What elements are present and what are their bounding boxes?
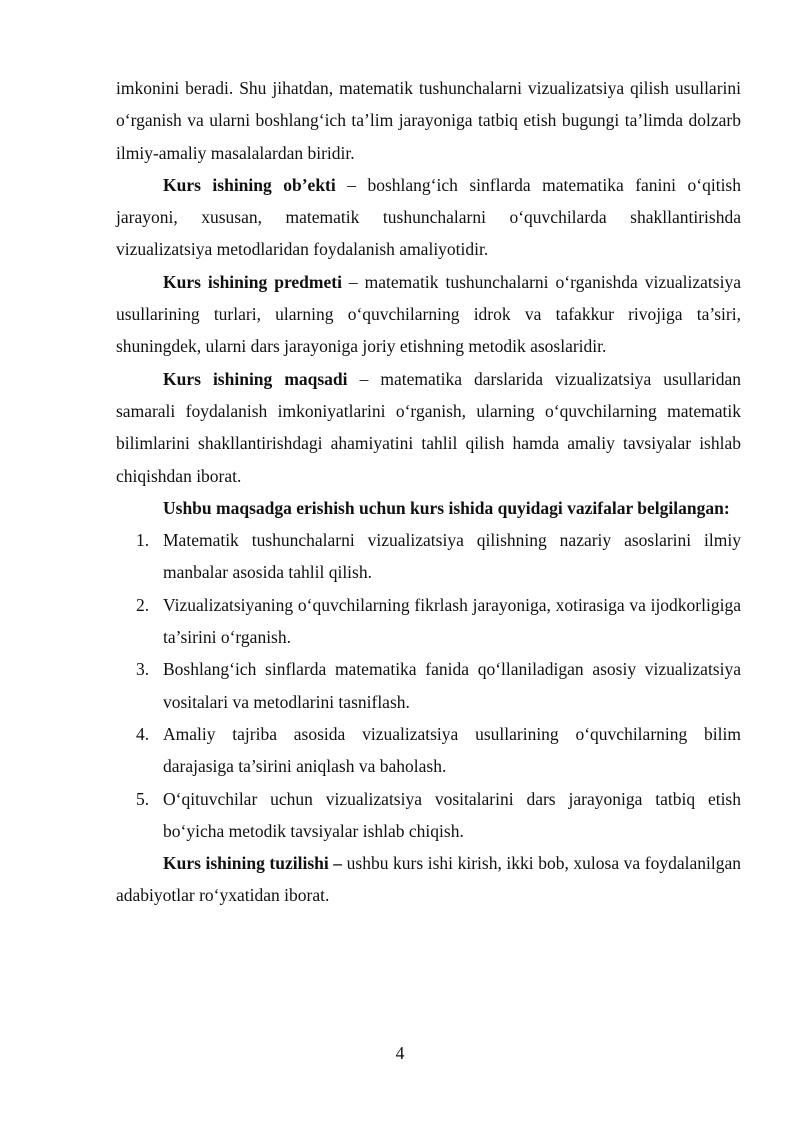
goal-paragraph <box>116 363 741 492</box>
goal-text: – matematika darslarida vizualizatsiya usullaridan samarali foydalanish imkoniyatlarini o‘rganish, ularning o‘quvchilarning matematik bilimlarini shakllantirishdagi ahamiyatini tahlil qilish hamda amaliy tavsiyalar ishlab chiqishdan iborat. <box>116 368 742 486</box>
list-item-text: Vizualizatsiyaning o‘quvchilarning fikrlash jarayoniga, xotirasiga va ijodkorligiga ta’sirini o‘rganish. <box>163 594 741 648</box>
list-item <box>116 589 741 654</box>
structure-paragraph <box>116 847 741 912</box>
list-item-number: 3. <box>136 659 150 680</box>
list-item <box>116 653 741 718</box>
list-item-number: 2. <box>136 594 150 615</box>
structure-text: ushbu kurs ishi kirish, ikki bob, xulosa va foydalanilgan adabiyotlar ro‘yxatidan iborat. <box>116 853 741 906</box>
object-title: Kurs ishining ob’ekti <box>163 174 336 195</box>
list-item-text: Matematik tushunchalarni vizualizatsiya qilishning nazariy asoslarini ilmiy manbalar asosida tahlil qilish. <box>163 530 741 583</box>
object-text: – boshlang‘ich sinflarda matematika fanini o‘qitish jarayoni, xususan, matematik tushunchalarni o‘quvchilarda shakllantirishda vizualizatsiya metodlaridan foydalanish amaliyotidir. <box>116 174 741 260</box>
list-item-text: Amaliy tajriba asosida vizualizatsiya usullarining o‘quvchilarning bilim darajasiga ta’sirini aniqlash va baholash. <box>163 723 741 777</box>
list-item-number: 5. <box>136 788 150 809</box>
intro-paragraph: imkonini beradi. Shu jihatdan, matematik tushunchalarni vizualizatsiya qilish usullarini o‘rganish va ularni boshlang‘ich ta’lim jarayoniga tatbiq etish bugungi ta’limda dolzarb ilmiy-amaliy masalalardan biridir. <box>116 78 741 163</box>
list-item <box>116 783 741 848</box>
list-item-text: O‘qituvchilar uchun vizualizatsiya vositalarini dars jarayoniga tatbiq etish bo‘yicha metodik tavsiyalar ishlab chiqish. <box>163 788 741 841</box>
structure-title: Kurs ishining tuzilishi – <box>163 853 343 874</box>
list-item-text: Boshlang‘ich sinflarda matematika fanida qo‘llaniladigan asosiy vizualizatsiya vositalari va metodlarini tasniflash. <box>163 659 741 712</box>
list-item <box>116 524 741 589</box>
list-item-number: 1. <box>136 530 150 551</box>
subject-paragraph <box>116 266 741 363</box>
tasks-heading: Ushbu maqsadga erishish uchun kurs ishida quyidagi vazifalar belgilangan: <box>163 497 730 518</box>
subject-title: Kurs ishining predmeti <box>163 271 342 292</box>
list-item <box>116 718 741 783</box>
subject-text: – matematik tushunchalarni o‘rganishda vizualizatsiya usullarining turlari, ularning o‘quvchilarning idrok va tafakkur rivojiga ta’siri, shuningdek, ularni dars jarayoniga joriy etishning metodik asoslaridir. <box>116 271 741 357</box>
page-content <box>116 72 741 912</box>
tasks-list <box>116 524 741 847</box>
page-number: 4 <box>395 1043 405 1063</box>
goal-title: Kurs ishining maqsadi <box>163 368 348 389</box>
object-paragraph <box>116 169 741 266</box>
list-item-number: 4. <box>136 723 150 744</box>
